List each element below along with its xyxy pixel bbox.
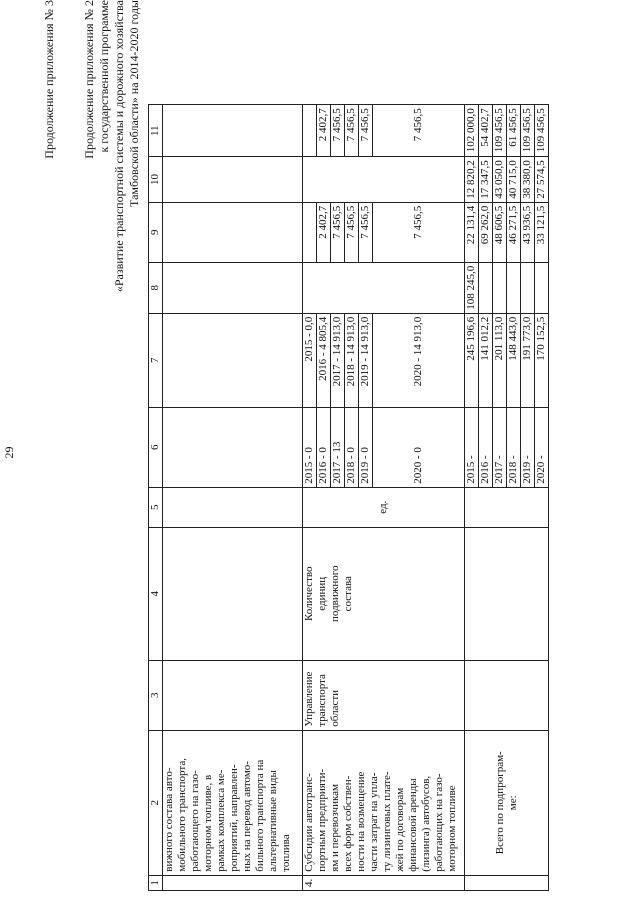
total-c7: 201 113,0 (493, 313, 507, 407)
total-c7: 191 773,0 (521, 313, 535, 407)
prev-row-text: вижного состава авто- мобильного транспорта, работающего на газо- моторном топливе, в рамках комплекса ме- роприятий, направлен- ных на перевод автомо- бильного транспорта на альтернативные виды топлива (163, 730, 303, 875)
row4-c6: 2020 - 0 (373, 407, 465, 487)
row4-c7: 2015 - 0,0 (303, 313, 317, 407)
total-c11: 109 456,5 (535, 105, 549, 157)
total-c9: 46 271,5 (507, 202, 521, 262)
appendix-line-4: Тамбовской области» на 2014-2020 годы (127, 0, 141, 207)
row4-c6: 2018 - 0 (345, 407, 359, 487)
column-numbers-row (149, 105, 163, 891)
col-num-10: 10 (149, 157, 163, 203)
col-num-11: 11 (149, 105, 163, 157)
total-c11: 109 456,5 (493, 105, 507, 157)
total-c8 (493, 262, 507, 313)
row4-indicator: Количество единиц подвижного состава (303, 527, 465, 660)
total-c8 (479, 262, 493, 313)
col-num-3: 3 (149, 660, 163, 730)
total-c6: 2015 - (465, 407, 479, 487)
row4-c6: 2016 - 0 (317, 407, 331, 487)
row4-c7: 2018 - 14 913,0 (345, 313, 359, 407)
col-num-6: 6 (149, 407, 163, 487)
row4-c11: 2 402,7 (317, 105, 331, 157)
row4-c11: 7 456,5 (345, 105, 359, 157)
total-c11: 109 456,5 (521, 105, 535, 157)
total-c9: 43 936,5 (521, 202, 535, 262)
total-year-2015 (465, 105, 479, 891)
row4-c7: 2017 - 14 913,0 (331, 313, 345, 407)
total-c6: 2018 - (507, 407, 521, 487)
page-number: 29 (2, 446, 16, 459)
col-num-9: 9 (149, 202, 163, 262)
row4-c7: 2016 - 4 805,4 (317, 313, 331, 407)
total-c6: 2020 - (535, 407, 549, 487)
total-c11: 102 000,0 (465, 105, 479, 157)
total-c6: 2019 - (521, 407, 535, 487)
row-prev-continuation (163, 105, 303, 891)
row4-c9: 7 456,5 (373, 202, 465, 262)
continuation-note: Продолжение приложения № 3 (42, 0, 56, 159)
row4-c11: 7 456,5 (373, 105, 465, 157)
total-c11: 54 402,7 (479, 105, 493, 157)
row4-executor: Управление транспорта области (303, 660, 465, 730)
row4-c9: 7 456,5 (331, 202, 345, 262)
appendix-line-3: «Развитие транспортной системы и дорожного хозяйства (112, 0, 126, 293)
row4-c6: 2019 - 0 (359, 407, 373, 487)
total-c11: 61 456,5 (507, 105, 521, 157)
total-c9: 33 121,5 (535, 202, 549, 262)
col-num-5: 5 (149, 487, 163, 527)
row4-c11 (303, 105, 317, 157)
appendix-line-2: к государственной программе (97, 0, 111, 153)
row4-c6: 2015 - 0 (303, 407, 317, 487)
total-c10: 43 050,0 (493, 157, 507, 203)
row4-c6: 2017 - 13 (331, 407, 345, 487)
total-c9: 69 262,0 (479, 202, 493, 262)
row4-c9: 7 456,5 (345, 202, 359, 262)
total-c7: 170 152,5 (535, 313, 549, 407)
total-c8: 108 245,0 (465, 262, 479, 313)
total-c10: 17 347,5 (479, 157, 493, 203)
total-c8 (535, 262, 549, 313)
program-table (148, 104, 549, 891)
total-c10: 27 574,5 (535, 157, 549, 203)
total-c7: 148 443,0 (507, 313, 521, 407)
total-c6: 2016 - (479, 407, 493, 487)
col-num-7: 7 (149, 313, 163, 407)
total-c10: 38 380,0 (521, 157, 535, 203)
row4-unit: ед. (303, 487, 465, 527)
total-c10: 40 715,0 (507, 157, 521, 203)
total-c9: 22 131,4 (465, 202, 479, 262)
total-c8 (507, 262, 521, 313)
total-c6: 2017 - (493, 407, 507, 487)
total-label: Всего по подпрограм- ме: (465, 730, 549, 875)
col-num-4: 4 (149, 527, 163, 660)
row4-c7: 2019 - 14 913,0 (359, 313, 373, 407)
total-c8 (521, 262, 535, 313)
row4-c11: 7 456,5 (331, 105, 345, 157)
row4-text: Субсидии автотранс- портным предприяти- ям и перевозчикам всех форм собствен- ности на возмещение части затрат на упла- ту лизинговых плате- жей по договорам финансовой аренды (лизинга) автобусов, работающих на газо- моторном топливе (303, 730, 465, 875)
row4-c7: 2020 - 14 913,0 (373, 313, 465, 407)
row4-c9: 7 456,5 (359, 202, 373, 262)
col-num-8: 8 (149, 262, 163, 313)
row4-c9 (303, 202, 317, 262)
total-c10: 12 820,2 (465, 157, 479, 203)
total-c7: 245 196,6 (465, 313, 479, 407)
row4-c11: 7 456,5 (359, 105, 373, 157)
row4-c9: 2 402,7 (317, 202, 331, 262)
col-num-1: 1 (149, 875, 163, 890)
total-c7: 141 012,2 (479, 313, 493, 407)
total-c9: 48 606,5 (493, 202, 507, 262)
col-num-2: 2 (149, 730, 163, 875)
row4-year-2015 (303, 105, 317, 891)
appendix-line-1: Продолжение приложения № 2 (82, 0, 96, 159)
row4-number: 4. (303, 875, 465, 890)
